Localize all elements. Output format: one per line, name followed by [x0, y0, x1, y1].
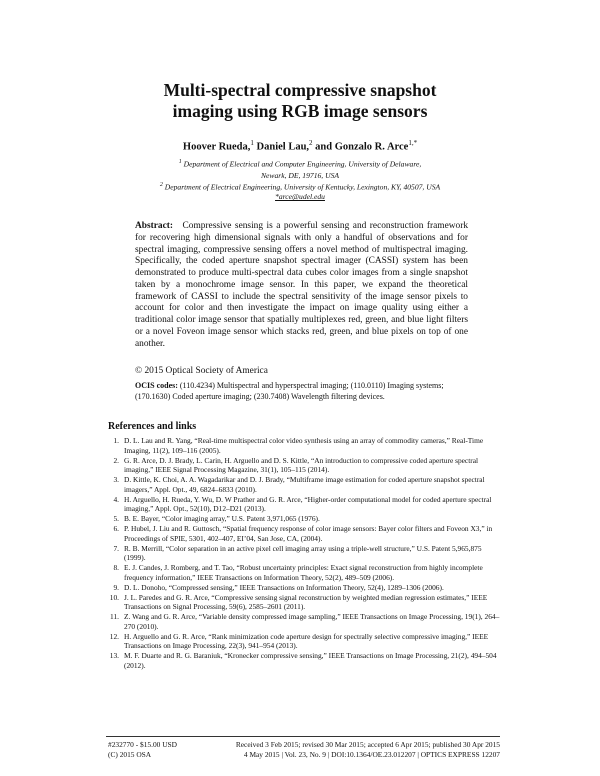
reference-number: 9. — [113, 582, 119, 592]
reference-text: M. F. Duarte and R. G. Baraniuk, “Kronecker compressive sensing,” IEEE Transactions on Image Processing, 21(2), 494–504 (2012). — [124, 651, 497, 670]
footer-copyright: (C) 2015 OSA — [108, 749, 152, 759]
title-line-1: Multi-spectral compressive snapshot — [163, 80, 437, 100]
title-line-2: imaging using RGB image sensors — [172, 101, 428, 121]
reference-number: 7. — [113, 543, 119, 553]
reference-number: 6. — [113, 524, 119, 533]
reference-number: 8. — [113, 563, 119, 572]
corresponding-email-link[interactable]: *arce@udel.edu — [275, 192, 325, 201]
author-affil-mark: 1,* — [408, 139, 418, 147]
reference-number: 10. — [109, 592, 119, 602]
reference-number: 13. — [109, 651, 119, 660]
abstract-label: Abstract: — [135, 221, 174, 231]
reference-text: E. J. Candes, J. Romberg, and T. Tao, “Robust uncertainty principles: Exact signal reconstruction from highly incomplete frequency information,” IEEE Transactions on Information Theory, 52(2), 489–509 (2006). — [124, 563, 483, 582]
author-name: Daniel Lau, — [256, 141, 310, 153]
references-heading: References and links — [108, 421, 197, 432]
reference-item — [108, 436, 500, 455]
reference-item — [108, 544, 500, 563]
reference-text: R. B. Merrill, “Color separation in an active pixel cell imaging array using a triple-well structure,” U.S. Patent 5,965,875 (1999). — [124, 543, 482, 562]
reference-item — [108, 583, 500, 593]
copyright-notice: © 2015 Optical Society of America — [135, 366, 268, 376]
paper-title — [60, 80, 540, 122]
affiliation-text: Department of Electrical and Computer Engineering, University of Delaware, — [183, 159, 422, 169]
affiliation-number: 1 — [178, 159, 182, 165]
affiliation-2 — [60, 180, 540, 193]
reference-text: H. Arguello and G. R. Arce, “Rank minimization code aperture design for spectrally selective compressive imaging,” IEEE Transactions on Image Processing, 22(3), 941–954 (2013). — [124, 631, 489, 650]
reference-item — [108, 456, 500, 475]
reference-item — [108, 612, 500, 631]
reference-item — [108, 651, 500, 670]
ocis-text: (110.4234) Multispectral and hyperspectral imaging; (110.0110) Imaging systems; (170.1630) Coded aperture imaging; (230.7408) Wavelength filtering devices. — [135, 381, 444, 401]
reference-number: 4. — [113, 494, 119, 504]
reference-item — [108, 632, 500, 651]
reference-item — [108, 514, 500, 524]
reference-number: 5. — [113, 514, 119, 523]
author-name: and Gonzalo R. Arce — [315, 141, 409, 153]
reference-number: 2. — [113, 455, 119, 465]
reference-text: P. Hubel, J. Liu and R. Guttosch, “Spatial frequency response of color image sensors: Bayer color filters and Foveon X3,” in Proceedings of SPIE, 5301, 402–407, EI’04, San Jose, CA, (2004). — [124, 524, 493, 543]
reference-number: 1. — [113, 436, 119, 445]
author-affil-mark: 1 — [250, 139, 254, 147]
affiliation-number: 2 — [159, 182, 163, 188]
reference-number: 12. — [109, 631, 119, 641]
reference-text: H. Arguello, H. Rueda, Y. Wu, D. W Prather and G. R. Arce, “Higher-order computational model for coded aperture spectral imaging,” Appl. Opt., 52(10), D12–D21 (2013). — [124, 494, 492, 513]
reference-text: J. L. Paredes and G. R. Arce, “Compressive sensing signal reconstruction by weighted median regression estimates,” IEEE Transactions on Signal Processing, 59(6), 2585–2601 (2011). — [124, 592, 488, 611]
footer-dates: Received 3 Feb 2015; revised 30 Mar 2015; accepted 6 Apr 2015; published 30 Apr 2015 — [235, 740, 500, 749]
author-list — [60, 139, 540, 153]
affiliation-text: Department of Electrical Engineering, University of Kentucky, Lexington, KY, 40507, USA — [164, 182, 441, 192]
affiliation-text: Newark, DE, 19716, USA — [260, 170, 340, 180]
reference-text: D. L. Donoho, “Compressed sensing,” IEEE Transactions on Information Theory, 52(4), 1289–1306 (2006). — [124, 582, 444, 592]
reference-item — [108, 563, 500, 582]
ocis-label: OCIS codes: — [135, 381, 178, 390]
abstract-text: Compressive sensing is a powerful sensing and reconstruction framework for recovering high dimensional signals with only a handful of observations and for spectral imaging, compressive sensing offers a novel method of multispectral imaging. Specifically, the coded aperture snapshot spectral imager (CASSI) system has been demonstrated to produce multi-spectral data cubes color images from a single snapshot taken by a monochrome image sensor. In this paper, we expand the theoretical framework of CASSI to include the spectral sensitivity of the image sensor pixels to account for color and then investigate the impact on image quality using either a traditional color image sensor that spatially multiplexes red, green, and blue light filters or a novel Foveon image sensor which stacks red, green, and blue pixels on top of one another. — [135, 221, 469, 349]
reference-text: D. Kittle, K. Choi, A. A. Wagadarikar and D. J. Brady, “Multiframe image estimation for coded aperture snapshot spectral imagers,” Appl. Opt., 49, 6824–6833 (2010). — [124, 475, 485, 494]
reference-text: Z. Wang and G. R. Arce, “Variable density compressed image sampling,” IEEE Transactions on Image Processing, 19(1), 264–270 (2010). — [124, 612, 500, 631]
reference-item — [108, 495, 500, 514]
reference-item — [108, 593, 500, 612]
footer-journal-info: 4 May 2015 | Vol. 23, No. 9 | DOI:10.1364/OE.23.012207 | OPTICS EXPRESS 12207 — [243, 749, 500, 759]
author-affil-mark: 2 — [309, 139, 313, 147]
footer-left — [108, 740, 177, 759]
reference-number: 3. — [113, 475, 119, 484]
reference-item — [108, 524, 500, 543]
affiliation-1 — [60, 157, 540, 181]
reference-number: 11. — [110, 612, 119, 621]
reference-text: G. R. Arce, D. J. Brady, L. Carin, H. Arguello and D. S. Kittle, “An introduction to compressive coded aperture spectral imaging,” IEEE Signal Processing Magazine, 31(1), 105–115 (2014). — [124, 455, 479, 474]
abstract — [135, 221, 468, 350]
footer-divider — [106, 736, 500, 737]
reference-list — [108, 436, 500, 671]
author-name: Hoover Rueda, — [182, 141, 251, 153]
footer-right — [236, 740, 500, 759]
ocis-codes — [135, 381, 468, 402]
reference-text: D. L. Lau and R. Yang, “Real-time multispectral color video synthesis using an array of commodity cameras,” Real-Time Imaging, 11(2), 109–116 (2005). — [124, 436, 484, 455]
reference-item — [108, 475, 500, 494]
reference-text: B. E. Bayer, “Color imaging array,” U.S. Patent 3,971,065 (1976). — [124, 514, 320, 523]
footer-price: #232770 - $15.00 USD — [108, 740, 177, 749]
